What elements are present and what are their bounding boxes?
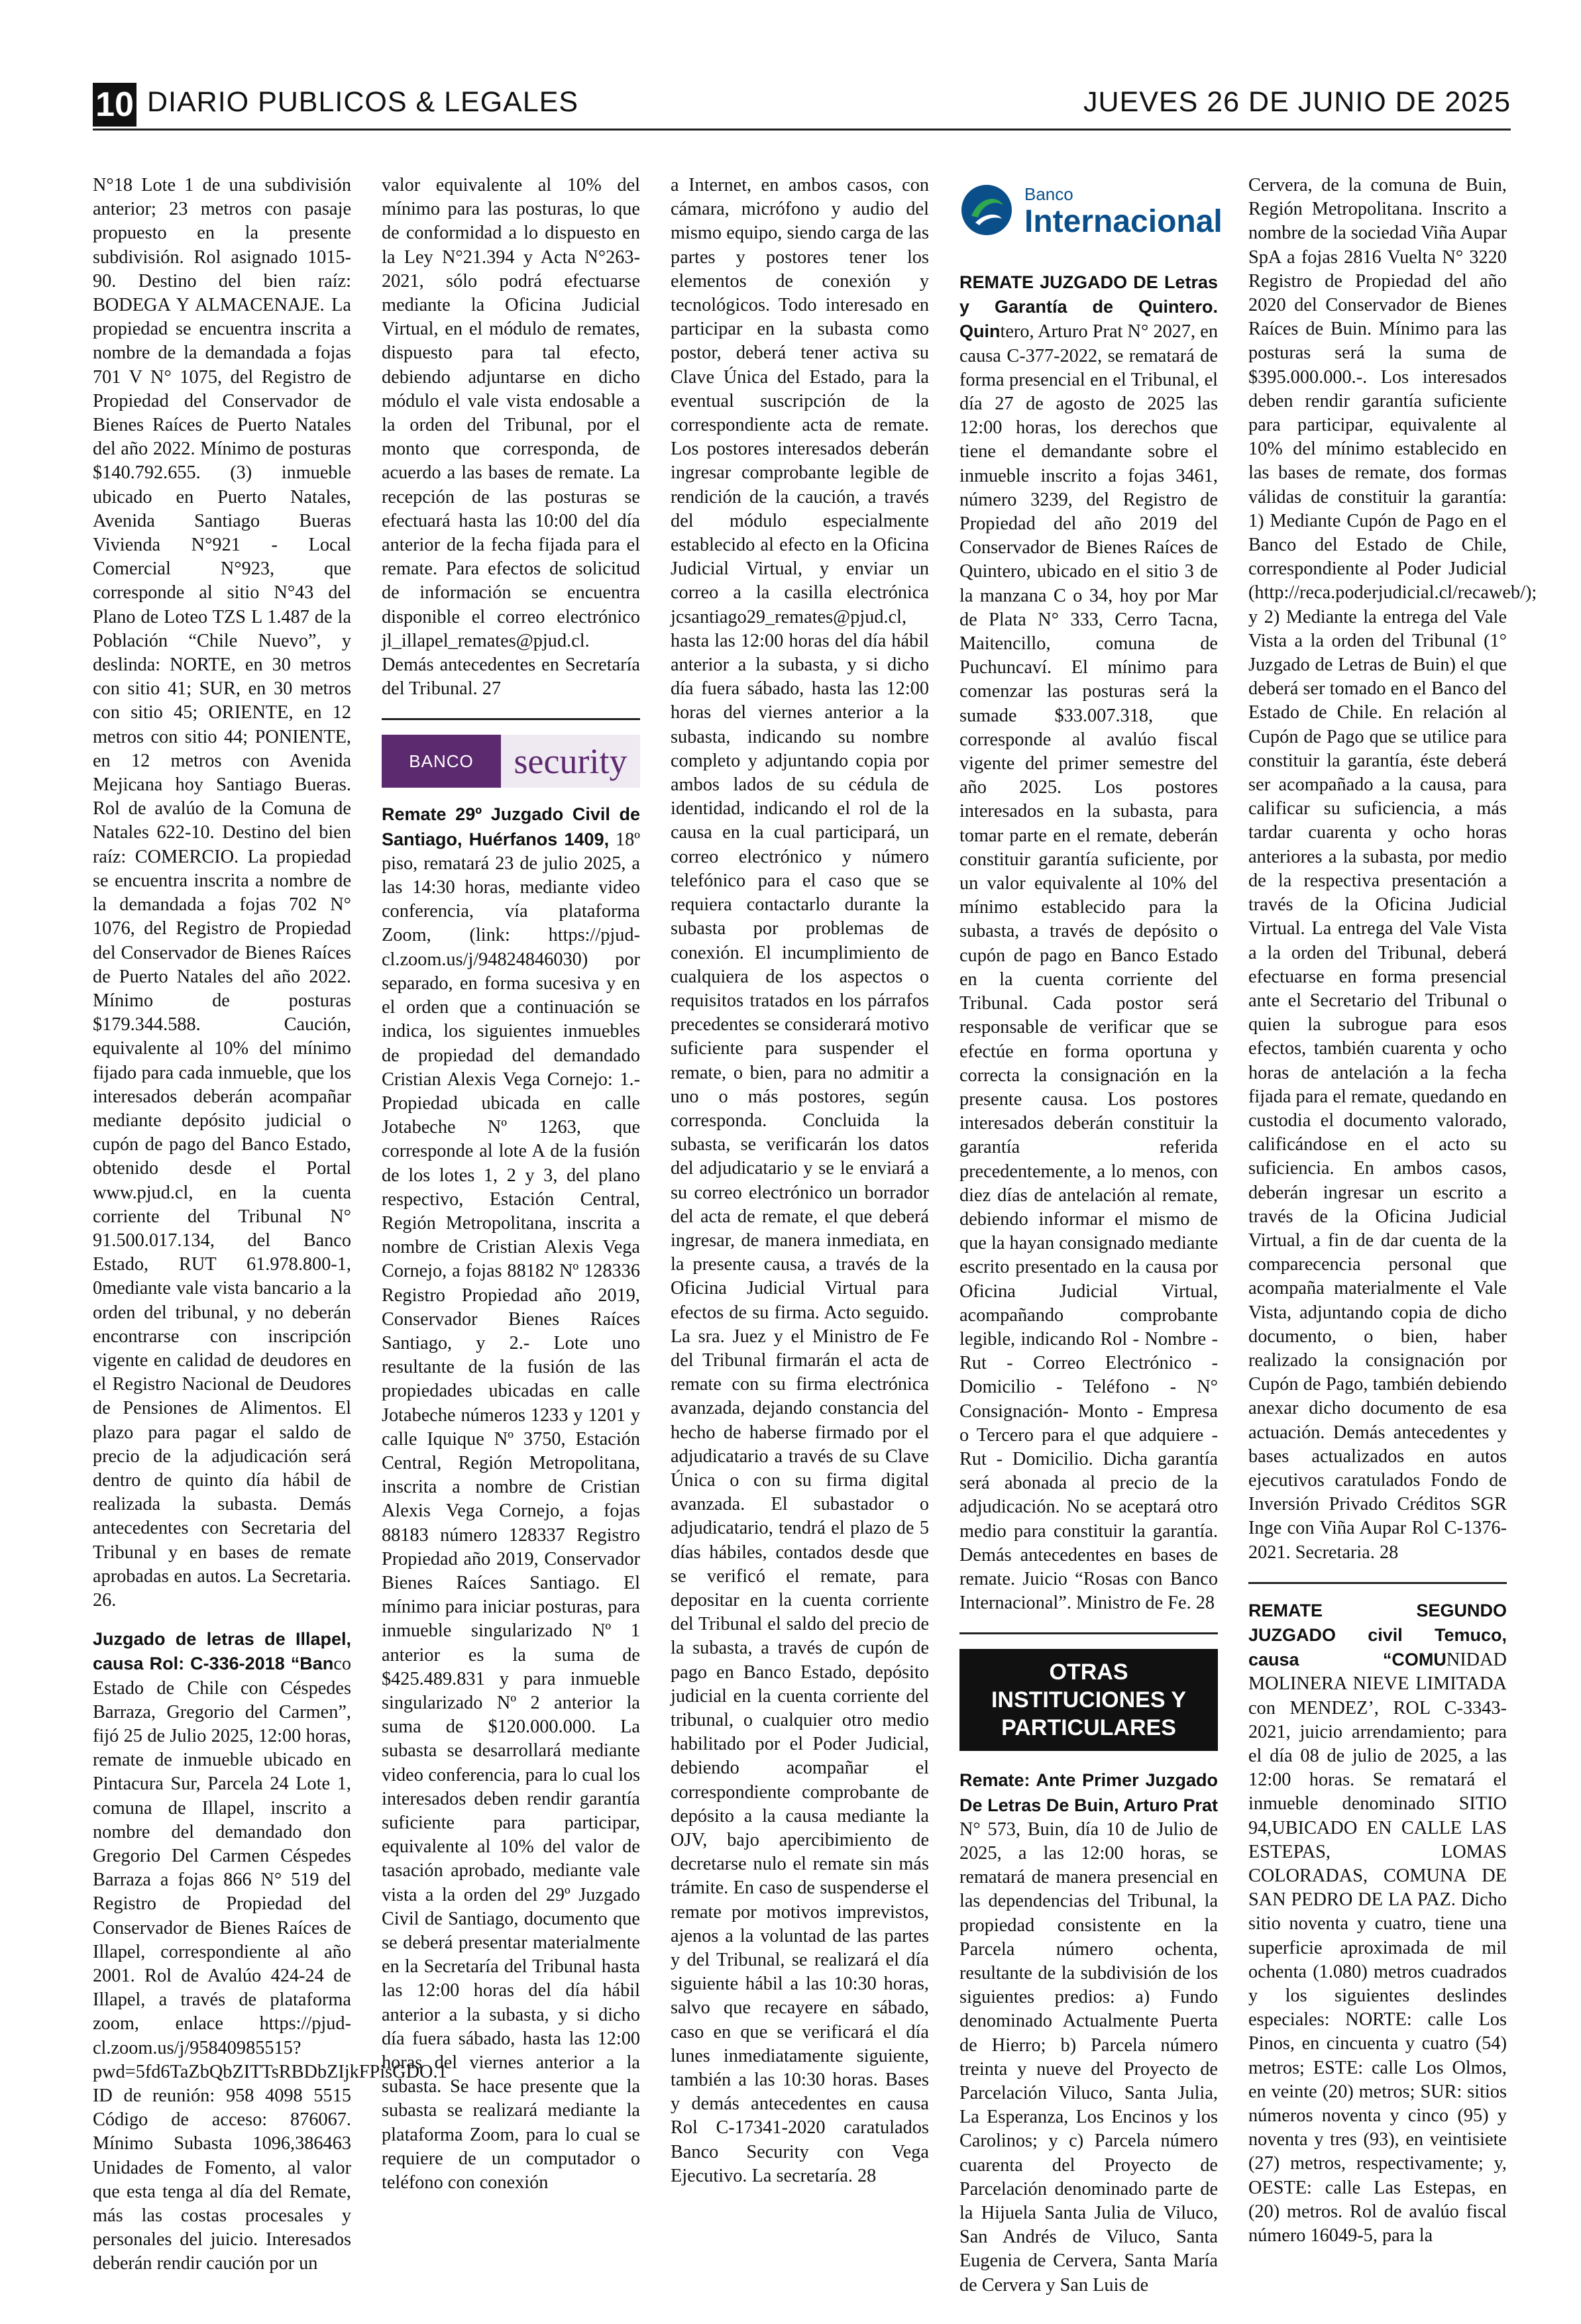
notice-temuco: [1248, 1599, 1507, 2248]
divider: [1248, 1582, 1507, 1584]
banco-security-logo: [382, 735, 640, 788]
notice-buin: [959, 1768, 1218, 2297]
page-number: 10: [93, 83, 136, 127]
notice-text: Cervera, de la comuna de Buin, Región Metropolitana. Inscrito a nombre de la sociedad Viña Aupar SpA a fojas 2816 Vuelta N° 3220 Registro de Propiedad del año 2020 del Conservador de Bienes Raíces de Buin. Mínimo para las posturas será la suma de $395.000.000.-. Los interesados deben rendir garantía suficiente para participar, equivalente al 10% del mínimo establecido en las bases de remate, dos formas válidas de constituir la garantía: 1) Mediante Cupón de Pago en el Banco del Estado de Chile, correspondiente al Poder Judicial (http://reca.poderjudicial.cl/recaweb/); y 2) Mediante la entrega del Vale Vista a la orden del Tribunal (1° Juzgado de Letras de Buin) el que deberá ser tomado en el Banco del Estado de Chile. En relación al Cupón de Pago que se utilice para constituir la garantía, éste deberá ser acompañado a la causa, para calificar su suficiencia, a más tardar cuarenta y ocho horas anteriores a la subasta, por medio de la respectiva presentación a través de la Oficina Judicial Virtual. La entrega del Vale Vista a la orden del Tribunal, deberá efectuarse en forma presencial ante el Secretario del Tribunal o quien la subrogue para esos efectos, también cuarenta y ocho horas de antelación a la fecha fijada para el remate, quedando en custodia el documento valorado, calificándose en el acto su suficiencia. En ambos casos, deberán ingresar un escrito a través de la Oficina Judicial Virtual, a fin de dar cuenta de la comparecencia personal que acompaña materialmente el Vale Vista, adjuntando copia de dicho documento, o bien, haber realizado la consignación por Cupón de Pago, también debiendo anexar dicho documento de esa actuación. Demás antecedentes y bases actualizados en autos ejecutivos caratulados Fondo de Inversión Privado Créditos SGR Inge con Viña Aupar Rol C-1376-2021. Secretaria. 28: [1248, 175, 1537, 1563]
notice-lead: Remate: Ante Primer Juzgado De Letras De Buin, Arturo Prat: [959, 1770, 1218, 1815]
notice-quintero: [959, 270, 1218, 1615]
divider: [959, 1632, 1218, 1634]
section-heading: OTRAS INSTITUCIONES Y PARTICULARES: [959, 1649, 1218, 1751]
notice-body: 18º piso, rematará 23 de julio 2025, a las 14:30 horas, mediante video conferencia, vía plataforma Zoom, (link: https://pjud-cl.zoom.us/j/94824846030) por separado, en forma sucesiva y en el orden que a continuación se indica, los siguientes inmuebles de propiedad del demandado Cristian Alexis Vega Cornejo: 1.- Propiedad ubicada en calle Jotabeche Nº 1263, que corresponde al lote A de la fusión de los lotes 1, 2 y 3, del plano respectivo, Estación Central, Región Metropolitana, inscrita a nombre de Cristian Alexis Vega Cornejo, a fojas 88182 Nº 128336 Registro Propiedad año 2019, Conservador Bienes Raíces Santiago, y 2.- Lote uno resultante de la fusión de las propiedades ubicadas en calle Jotabeche números 1233 y 1201 y calle Iquique Nº 3750, Estación Central, Región Metropolitana, inscrita a nombre de Cristian Alexis Vega Cornejo, a fojas 88183 número 128337 Registro Propiedad año 2019, Conservador Bienes Raíces Santiago. El mínimo para iniciar posturas, para inmueble singularizado Nº 1 anterior es la suma de $425.489.831 y para inmueble singularizado Nº 2 anterior la suma de $120.000.000. La subasta se desarrollará mediante video conferencia, para lo cual los interesados deben rendir garantía suficiente para participar, equivalente al 10% del valor de tasación aprobado, mediante vale vista a la orden del 29º Juzgado Civil de Santiago, documento que se deberá presentar materialmente en la Secretaría del Tribunal hasta las 12:00 horas del día hábil anterior a la subasta, y si dicho día fuera sábado, hasta las 12:00 horas del viernes anterior a la subasta. Se hace presente que la subasta se realizará mediante la plataforma Zoom, para lo cual se requiere de un computador o teléfono con conexión: [382, 829, 640, 2193]
logo-security-word: security: [501, 735, 640, 788]
notice-lead: REMATE SEGUNDO JUZGADO civil Temuco, causa “COMU: [1248, 1600, 1507, 1670]
logo-internacional-word: Internacional: [1024, 204, 1223, 240]
notice-lead: Juzgado de letras de Illapel, causa Rol: C-336-2018 “Ban: [93, 1629, 351, 1674]
publication-date: JUEVES 26 DE JUNIO DE 2025: [1083, 86, 1511, 118]
column-4: [959, 174, 1223, 2296]
notice-text: valor equivalente al 10% del mínimo para las posturas, lo que de conformidad a lo dispuesto en la Ley N°21.394 y Acta N°263-2021, sólo podrá efectuarse mediante la Oficina Judicial Virtual, en el módulo de remates, dispuesto para tal efecto, debiendo adjuntarse en dicho módulo el vale vista endosable a la orden del Tribunal, por el monto que corresponda, de acuerdo a las bases de remate. La recepción de las posturas se efectuará hasta las 10:00 del día anterior de la fecha fijada para el remate. Para efectos de solicitud de información se encuentra disponible el correo electrónico jl_illapel_remates@pjud.cl. Demás antecedentes en Secretaría del Tribunal. 27: [382, 175, 640, 700]
column-2: [382, 174, 640, 2274]
notice-illapel: [93, 1627, 447, 2276]
column-1: [93, 174, 447, 2274]
notice-body: NIDAD MOLINERA NIEVE LIMITADA con MENDEZ’, ROL C-3343-2021, juicio arrendamiento; para el día 08 de julio de 2025, a las 12:00 horas. Se rematará el inmueble denominado SITIO 94,UBICADO EN CALLE LAS ESTEPAS, LOMAS COLORADAS, COMUNA DE SAN PEDRO DE LA PAZ. Dicho sitio noventa y cuatro, tiene una superficie aproximada de mil ochenta (1.080) metros cuadrados y los siguientes deslindes especiales: NORTE: calle Los Pinos, en cincuenta y cuatro (54) metros; ESTE: calle Los Olmos, en veinte (20) metros; SUR: sitios números noventa y cinco (95) y noventa y tres (93), en veintisiete (27) metros, respectivamente; y, OESTE: calle Las Estepas, en (20) metros. Rol de avalúo fiscal número 16049-5, para la: [1248, 1650, 1507, 2246]
page-header: [0, 0, 1581, 132]
notice-text: N°18 Lote 1 de una subdivisión anterior; 23 metros con pasaje propuesto en la presente subdivisión. Rol asignado 1015-90. Destino del bien raíz: BODEGA Y ALMACENAJE. La propiedad se encuentra inscrita a nombre de la demandada a fojas 701 V N° 1075, del Registro de Propiedad del Conservador de Bienes Raíces de Puerto Natales del año 2022. Mínimo de posturas $140.792.655. (3) inmueble ubicado en Puerto Natales, Avenida Santiago Bueras Vivienda N°921 - Local Comercial N°923, que corresponde al sitio N°43 del Plano de Loteo TZS L 1.487 de la Población “Chile Nuevo”, y deslinda: NORTE, en 30 metros con sitio 41; SUR, en 30 metros con sitio 45; ORIENTE, en 12 metros con sitio 44; PONIENTE, en 12 metros con Avenida Mejicana hoy Santiago Bueras. Rol de avalúo de la Comuna de Natales 622-10. Destino del bien raíz: COMERCIO. La propiedad se encuentra inscrita a nombre de la demandada a fojas 702 N° 1076, del Registro de Propiedad del Conservador de Bienes Raíces de Puerto Natales del año 2022. Mínimo de posturas $179.344.588. Caución, equivalente al 10% del mínimo fijado para cada inmueble, que los interesados deberán acompañar mediante depósito judicial o cupón de pago del Banco Estado, obtenido desde el Portal www.pjud.cl, en la cuenta corriente del Tribunal N° 91.500.017.134, del Banco Estado, RUT 61.978.800-1, 0mediante vale vista bancario a la orden del tribunal, y no deberán encontrarse con inscripción vigente en calidad de deudores en el Registro Nacional de Deudores de Pensiones de Alimentos. El plazo para pagar el saldo de precio de la adjudicación será dentro de quinto día hábil de realizada la subasta. Demás antecedentes con Secretaria del Tribunal y en bases de remate aprobadas en autos. La Secretaria. 26.: [93, 175, 351, 1611]
notice-lead: Remate 29º Juzgado Civil de Santiago, Huérfanos 1409,: [382, 804, 640, 849]
banco-internacional-logo: [959, 174, 1223, 246]
header-rule: [93, 129, 1511, 131]
notice-lead: REMATE JUZGADO DE Letras y Garantía de Quintero. Quin: [959, 272, 1218, 342]
publication-name: DIARIO PUBLICOS & LEGALES: [147, 86, 579, 118]
column-5: [1248, 174, 1537, 2274]
notice-body: tero, Arturo Prat N° 2027, en causa C-377-2022, se rematará de forma presencial en el Tribunal, el día 27 de agosto de 2025 las 12:00 horas, los derechos que tiene el demandante sobre el inmueble inscrito a fojas 3461, número 3239, del Registro de Propiedad del año 2019 del Conservador de Bienes Raíces de Quintero, ubicado en el sitio 3 de la manzana C o 34, hoy por Mar de Plata N° 333, Cerro Tacna, Maitencillo, comuna de Puchuncaví. El mínimo para comenzar las posturas será la sumade $33.007.318, que corresponde al avalúo fiscal vigente del primer semestre del año 2025. Los postores interesados en la subasta, para tomar parte en el remate, deberán constituir garantía suficiente, por un valor equivalente al 10% del mínimo establecido para la subasta, a través de depósito o cupón de pago en Banco Estado en la cuenta corriente del Tribunal. Cada postor será responsable de verificar que se efectúe en forma oportuna y correcta la consignación en la presente causa. Los postores interesados deberán constituir la garantía referida precedentemente, a lo menos, con diez días de antelación al remate, debiendo informar el mismo de que la hayan consignado mediante escrito presentado en la causa por Oficina Judicial Virtual, acompañando comprobante legible, indicando Rol - Nombre - Rut - Correo Electrónico - Domicilio - Teléfono - N° Consignación- Monto - Empresa o Tercero para el que adquiere - Rut - Domicilio. Dicha garantía será abonada al precio de la adjudicación. No se aceptará otro medio para constituir la garantía. Demás antecedentes en bases de remate. Juicio “Rosas con Banco Internacional”. Ministro de Fe. 28: [959, 321, 1218, 1614]
divider: [382, 718, 640, 720]
notice-text: a Internet, en ambos casos, con cámara, micrófono y audio del mismo equipo, siendo carga de las partes y postores tener los elementos de conexión y tecnológicos. Todo interesado en participar en la subasta como postor, deberá tener activa su Clave Única del Estado, para la eventual suscripción de la correspondiente acta de remate. Los postores interesados deberán ingresar comprobante legible de rendición de la caución, a través del módulo especialmente establecido al efecto en la Oficina Judicial Virtual, y enviar un correo a la casilla electrónica jcsantiago29_remates@pjud.cl, hasta las 12:00 horas del día hábil anterior a la subasta, y si dicho día fuera sábado, hasta las 12:00 horas del viernes anterior a la subasta, indicando su nombre completo y adjuntando copia por ambos lados de su cédula de identidad, indicando el rol de la causa en la cual participará, un correo electrónico y número telefónico para el caso que se requiera contactarlo durante la subasta por problemas de conexión. El incumplimiento de cualquiera de los aspectos o requisitos tratados en los párrafos precedentes se considerará motivo suficiente para suspender el remate, o bien, para no admitir a uno o más postores, según corresponda. Concluida la subasta, se verificarán los datos del adjudicatario y se le enviará a su correo electrónico un borrador del acta de remate, el que deberá ingresar, de manera inmediata, en la presente causa, a través de la Oficina Judicial Virtual para efectos de su firma. Acto seguido. La sra. Juez y el Ministro de Fe del Tribunal firmarán el acta de remate con su firma electrónica avanzada, dejando constancia del hecho de haberse firmado por el adjudicatario a través de su Clave Única o con su firma digital avanzada. El subastador o adjudicatario, tendrá el plazo de 5 días hábiles, contados desde que se verificó el remate, para depositar en la cuenta corriente del Tribunal el saldo del precio de la subasta, a través de cupón de pago en Banco Estado, depósito judicial en la cuenta corriente del tribunal, o cualquier otro medio habilitado por el Poder Judicial, debiendo acompañar el correspondiente comprobante de depósito a la causa mediante la OJV, bajo apercibimiento de decretarse nulo el remate sin más trámite. En caso de suspenderse el remate por motivos imprevistos, ajenos a la voluntad de las partes y del Tribunal, se realizará el día siguiente hábil a las 10:30 horas, salvo que recayere en sábado, caso en que se verificará el día lunes inmediatamente siguiente, también a las 10:30 horas. Bases y demás antecedentes en causa Rol C-17341-2020 caratulados Banco Security con Vega Ejecutivo. La secretaría. 28: [671, 175, 929, 2186]
swirl-logo-icon: [959, 183, 1014, 237]
notice-santiago: [382, 802, 640, 2195]
notice-body: N° 573, Buin, día 10 de Julio de 2025, a las 12:00 horas, se rematará de manera presencial en las dependencias del Tribunal, la propiedad consistente en la Parcela número ochenta, resultante de la subdivisión de los siguientes predios: a) Fundo denominado Actualmente Puerta de Hierro; b) Parcela número treinta y nueve del Proyecto de Parcelación Viluco, Santa Julia, La Esperanza, Los Encinos y los Carolinos; y c) Parcela número cuarenta del Proyecto de Parcelación denominado parte de la Hijuela Santa Julia de Viluco, San Andrés de Viluco, Santa Eugenia de Cervera, Santa María de Cervera y San Luis de: [959, 1819, 1218, 2296]
notice-body: co Estado de Chile con Céspedes Barraza, Gregorio del Carmen”, fijó 25 de Julio 2025, 12:00 horas, remate de inmueble ubicado en Pintacura Sur, Parcela 24 Lote 1, comuna de Illapel, inscrito a nombre del demandado don Gregorio Del Carmen Céspedes Barraza a fojas 866 N° 519 del Registro de Propiedad del Conservador de Bienes Raíces de Illapel, correspondiente al año 2001. Rol de Avalúo 424-24 de Illapel, a través de plataforma zoom, enlace https://pjud-cl.zoom.us/j/95840985515?pwd=5fd6TaZbQbZITTsRBDbZIjkFPisGDO.1 ID de reunión: 958 4098 5515 Código de acceso: 876067. Mínimo Subasta 1096,386463 Unidades de Fomento, al valor que esta tenga al día del Remate, más las costas procesales y personales del juicio. Interesados deberán rendir caución por un: [93, 1654, 447, 2274]
logo-banco-word: BANCO: [409, 751, 474, 772]
logo-banco-word: Banco: [1024, 184, 1073, 204]
column-3: [671, 174, 929, 2274]
